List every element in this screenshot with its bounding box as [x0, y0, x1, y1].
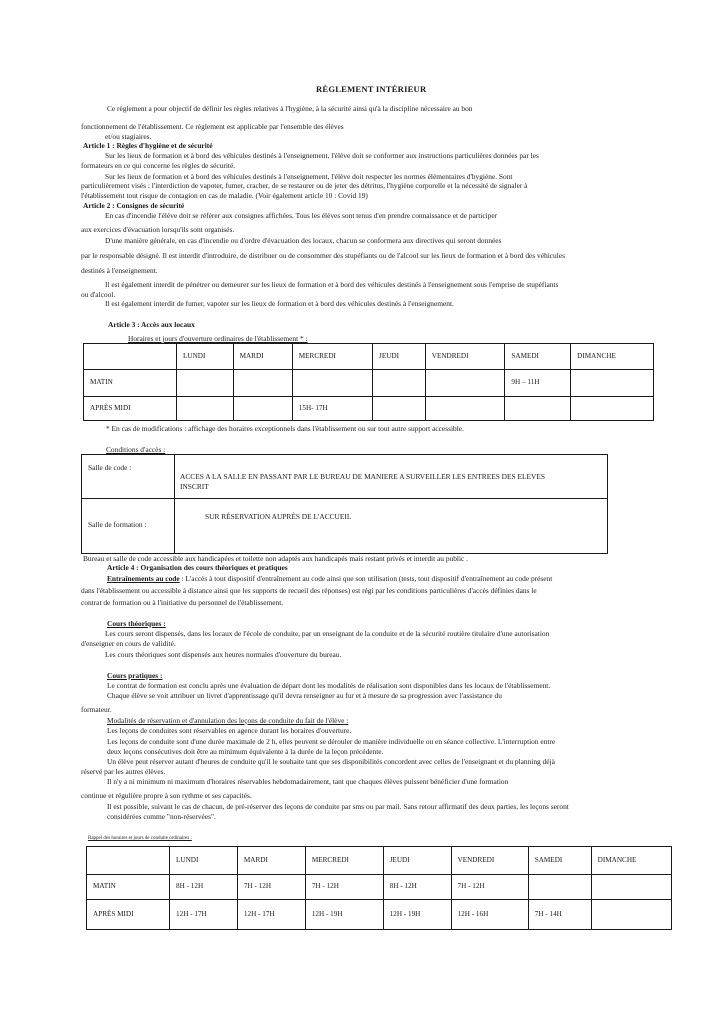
article-1-line: particulièrement visés : l'interdiction de vapoter, fumer, cracher, de se restaurer ou de jeter des détritus, l'hygiène corporelle et la nécessité de signaler à [81, 181, 528, 190]
hours-cell [505, 397, 571, 421]
accessibility-note: Bureau et salle de code accessible aux handicapées et toilette non adaptés aux handicapés mais restant privés et interdit au public . [83, 554, 468, 563]
booking-line: Un élève peut réserver autant d'heures de conduite qu'il le souhaite tant que ses disponibilités concordent avec celles de l'enseignant et du planning déjà [107, 757, 555, 766]
intro-line: fonctionnement de l'établissement. Ce règlement est applicable par l'ensemble des élèves [81, 122, 344, 131]
table-row [84, 370, 654, 397]
row-label: APRÈS MIDI [87, 900, 170, 930]
row-label: APRÈS MIDI [84, 397, 177, 421]
hours-cell: 12H - 19H [383, 900, 451, 930]
day-header: JEUDI [383, 847, 451, 875]
article-1-line: formateurs en ce qui concerne les règles de sécurité. [81, 161, 236, 170]
hours-cell: 15H- 17H [292, 397, 372, 421]
day-header: DIMANCHE [591, 847, 671, 875]
day-header: SAMEDI [528, 847, 591, 875]
hours-cell [233, 370, 292, 397]
article-1-line: Sur les lieux de formation et à bord des véhicules destinés à l'enseignement, l'élève doit respecter les normes élémentaires d'hygiène. Sont [105, 172, 513, 181]
practical-line: Chaque élève se voit attribuer un livret d'apprentissage qu'il devra renseigner au fur et à mesure de sa progression avec l'assistance du [107, 691, 502, 700]
training-title: Entraînements au code [107, 574, 180, 583]
article-2-line: ou d'alcool. [81, 290, 116, 299]
day-header: VENDREDI [451, 847, 528, 875]
opening-hours-table [83, 343, 654, 421]
table-row [87, 875, 672, 900]
booking-line: Il est possible, suivant le cas de chacun, de pré-réserver des leçons de conduite par sms ou par mail. Sans retour affirmatif des deux parties, les leçons seront [107, 802, 569, 811]
opening-hours-caption: Horaires et jours d'ouverture ordinaires de l'établissement * : [128, 334, 308, 343]
practical-line: formateur. [81, 705, 112, 714]
article-1-line: l'établissement tout risque de contagion en cas de maladie. (Voir également article 10 : Covid 19) [81, 191, 368, 200]
table-corner-cell [84, 344, 177, 370]
theory-courses-title: Cours théoriques : [107, 619, 166, 628]
booking-line: considérées comme "non-réservées". [107, 812, 216, 821]
hours-cell [425, 397, 505, 421]
booking-line: Les leçons de conduites sont réservables en agence durant les horaires d'ouverture. [107, 726, 352, 735]
code-room-access: ACCES A LA SALLE EN PASSANT PAR LE BUREAU DE MANIERE A SURVEILLER LES ENTREES DES ELEVES [180, 472, 545, 481]
intro-line: Ce règlement a pour objectif de définir les règles relatives à l'hygiène, à la sécurité ainsi qu'à la discipline nécessaire au bon [107, 104, 473, 113]
theory-line: d'enseigner en cours de validité. [81, 639, 176, 648]
hours-cell [528, 875, 591, 900]
hours-cell [571, 370, 654, 397]
article-1-line: Sur les lieux de formation et à bord des véhicules destinés à l'enseignement, l'élève doit se conformer aux instructions particulières données par les [105, 151, 539, 160]
driving-hours-table [86, 846, 672, 930]
document-title: RÈGLEMENT INTÉRIEUR [316, 84, 427, 94]
article-2-heading: Article 2 : Consignes de sécurité [83, 201, 185, 210]
booking-line: réservé par les autres élèves. [81, 767, 166, 776]
hours-cell [591, 875, 671, 900]
access-conditions-table [81, 454, 608, 554]
practical-line: Le contrat de formation est conclu après une évaluation de départ dont les modalités de réalisation sont disponibles dans les locaux de l'établissement. [107, 681, 551, 690]
hours-cell: 7H - 12H [237, 875, 305, 900]
driving-hours-caption: Rappel des horaires et jours de conduite ordinaires : [88, 836, 192, 841]
hours-cell: 12H - 17H [237, 900, 305, 930]
training-room-access: SUR RÉSERVATION AUPRÈS DE L'ACCUEIL [205, 512, 352, 521]
hours-cell [373, 370, 426, 397]
conditions-caption: Conditions d'accès : [106, 445, 166, 454]
article-2-line: En cas d'incendie l'élève doit se référer aux consignes affichées. Tous les élèves sont tenus d'en prendre connaissance et de participer [105, 211, 498, 220]
hours-cell: 12H - 19H [305, 900, 383, 930]
article-4-heading: Article 4 : Organisation des cours théoriques et pratiques [107, 563, 288, 572]
booking-rules-title: Modalités de réservation et d'annulation des leçons de conduite du fait de l'élève : [107, 716, 349, 725]
article-2-line: destinés à l'enseignement. [81, 266, 158, 275]
hours-cell [292, 370, 372, 397]
day-header: LUNDI [177, 344, 234, 370]
hours-footnote: * En cas de modifications : affichage des horaires exceptionnels dans l'établissement ou sur tout autre support accessible. [106, 424, 464, 433]
hours-cell [591, 900, 671, 930]
article-2-line: par le responsable désigné. Il est interdit d'introduire, de distribuer ou de consommer des stupéfiants ou de l'alcool sur les lieux de formation et à bord des véhicules [81, 251, 565, 260]
day-header: JEUDI [373, 344, 426, 370]
article-3-heading: Article 3 : Accès aux locaux [108, 320, 195, 329]
booking-line: Les leçons de conduite sont d'une durée maximale de 2 h, elles peuvent se dérouler de manière individuelle ou en séance collective. L'interruption entre [107, 737, 556, 746]
hours-cell [233, 397, 292, 421]
day-header: SAMEDI [505, 344, 571, 370]
code-room-access: INSCRIT [180, 482, 209, 491]
hours-cell [177, 370, 234, 397]
training-line: contrat de formation ou à l'initiative du personnel de l'établissement. [81, 598, 284, 607]
article-2-line: Il est également interdit de fumer, vapoter sur les lieux de formation et à bord des véhicules destinés à l'enseignement. [105, 299, 454, 308]
booking-line: Il n'y a ni minimum ni maximum d'horaires réservables hebdomadairement, tant que chaques élèves puissent bénéficier d'une formation [107, 777, 509, 786]
intro-line: et/ou stagiaires. [105, 132, 152, 141]
article-1-heading: Article 1 : Règles d'hygiène et de sécurité [83, 141, 213, 150]
hours-cell: 9H – 11H [505, 370, 571, 397]
day-header: MARDI [233, 344, 292, 370]
hours-cell [571, 397, 654, 421]
day-header: LUNDI [170, 847, 238, 875]
hours-cell [373, 397, 426, 421]
row-label: MATIN [87, 875, 170, 900]
hours-cell: 8H - 12H [383, 875, 451, 900]
article-2-line: Il est également interdit de pénétrer ou demeurer sur les lieux de formation et à bord des véhicules destinés à l'enseignement sous l'emprise de stupéfiants [105, 280, 559, 289]
article-2-line: D'une manière générale, en cas d'incendie ou d'ordre d'évacuation des locaux, chacun se conformera aux directives qui seront données [105, 236, 502, 245]
table-row [87, 900, 672, 930]
table-header-row [87, 847, 672, 875]
practical-courses-title: Cours pratiques : [107, 671, 163, 680]
row-label: MATIN [84, 370, 177, 397]
hours-cell [177, 397, 234, 421]
hours-cell [425, 370, 505, 397]
hours-cell: 12H - 16H [451, 900, 528, 930]
day-header: DIMANCHE [571, 344, 654, 370]
table-row [84, 397, 654, 421]
training-room-label: Salle de formation : [88, 520, 147, 529]
theory-line: Les cours théoriques sont dispensés aux heures normales d'ouverture du bureau. [105, 650, 342, 659]
booking-line: continue et régulière propre à son rythme et ses capacités. [81, 791, 252, 800]
hours-cell: 7H - 12H [305, 875, 383, 900]
training-line: dans l'établissement ou accessible à distance ainsi que les supports de recueil des réponses) est régi par les conditions particulières d'accès définies dans le [81, 586, 537, 595]
hours-cell: 7H - 14H [528, 900, 591, 930]
table-divider [174, 455, 175, 553]
table-header-row [84, 344, 654, 370]
table-corner-cell [87, 847, 170, 875]
hours-cell: 7H - 12H [451, 875, 528, 900]
code-room-label: Salle de code : [88, 463, 132, 472]
day-header: MERCREDI [305, 847, 383, 875]
hours-cell: 12H - 17H [170, 900, 238, 930]
hours-cell: 8H - 12H [170, 875, 238, 900]
training-text: : L'accès à tout dispositif d'entraînement au code ainsi que son utilisation (tests, tout dispositif d'entraînement au code présent [179, 574, 553, 583]
article-2-line: aux exercices d'évacuation lorsqu'ils sont organisés. [81, 225, 235, 234]
day-header: MARDI [237, 847, 305, 875]
table-divider [82, 498, 607, 499]
booking-line: deux leçons consécutives doit être au minimum équivalente à la durée de la leçon précédente. [107, 747, 384, 756]
day-header: MERCREDI [292, 344, 372, 370]
day-header: VENDREDI [425, 344, 505, 370]
theory-line: Les cours seront dispensés, dans les locaux de l'école de conduite, par un enseignant de la conduite et de la sécurité routière titulaire d'une autorisation [105, 629, 550, 638]
training-paragraph-first-line [107, 574, 552, 584]
